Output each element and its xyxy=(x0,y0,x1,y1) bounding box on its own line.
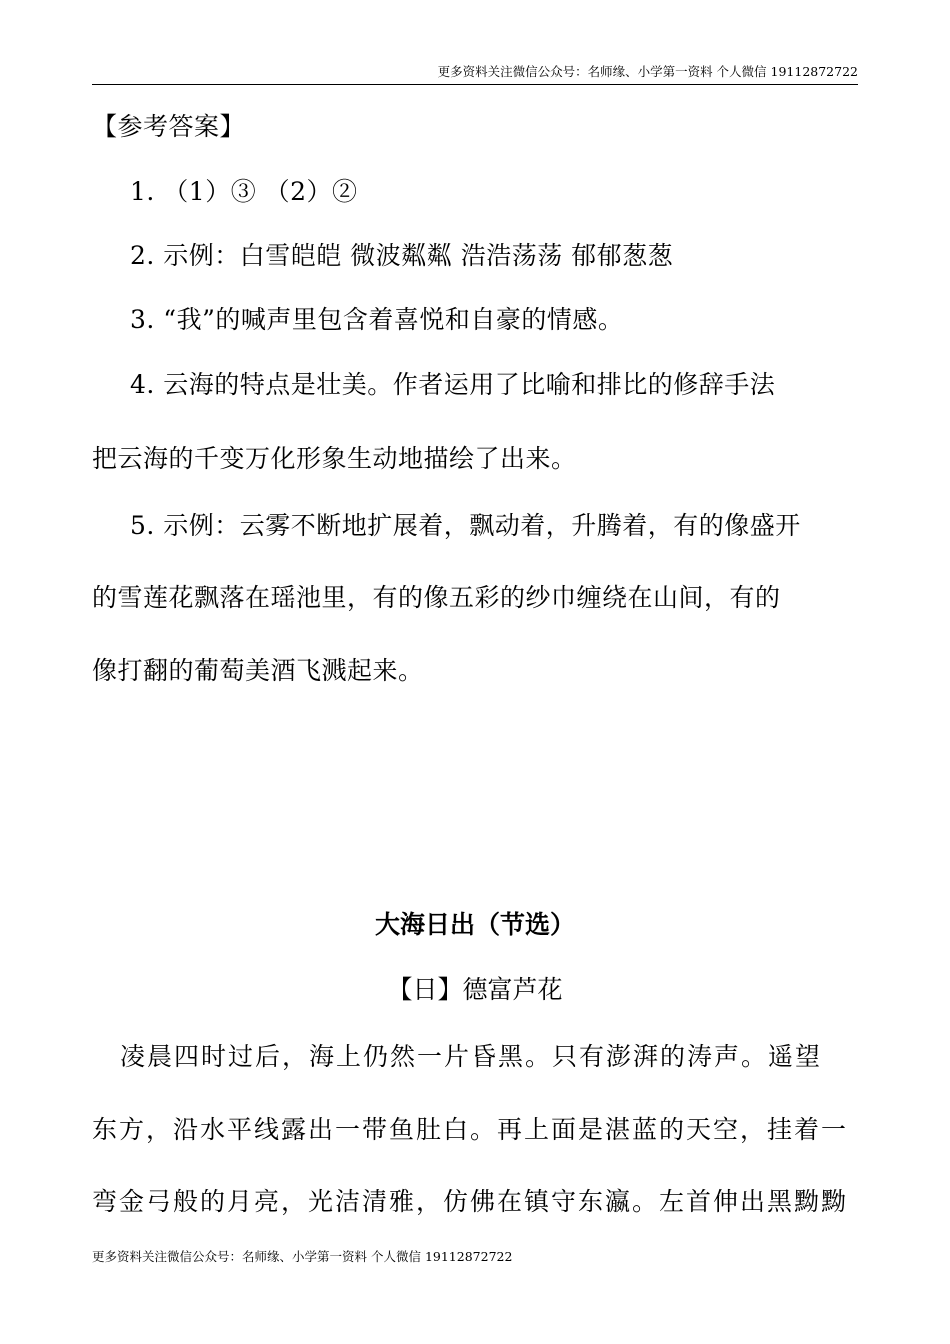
article-line-2: 东方，沿水平线露出一带鱼肚白。再上面是湛蓝的天空，挂着一 xyxy=(92,1115,849,1144)
answer-line-5: 把云海的千变万化形象生动地描绘了出来。 xyxy=(92,444,577,473)
article-line-3: 弯金弓般的月亮，光洁清雅，仿佛在镇守东瀛。左首伸出黑黝黝 xyxy=(92,1187,849,1216)
answer-line-4: 4. 云海的特点是壮美。作者运用了比喻和排比的修辞手法 xyxy=(130,370,776,399)
article-title: 大海日出（节选） xyxy=(374,910,575,939)
page-footer: 更多资料关注微信公众号：名师缘、小学第一资料 个人微信 19112872722 xyxy=(92,1249,513,1264)
answer-line-6: 5. 示例：云雾不断地扩展着，飘动着，升腾着，有的像盛开 xyxy=(130,511,801,540)
answer-line-2: 2. 示例：白雪皑皑 微波粼粼 浩浩荡荡 郁郁葱葱 xyxy=(130,241,674,270)
answer-heading: 【参考答案】 xyxy=(92,112,246,141)
article-author: 【日】德富芦花 xyxy=(387,975,563,1004)
article-line-1: 凌晨四时过后，海上仍然一片昏黑。只有澎湃的涛声。遥望 xyxy=(120,1042,823,1071)
page-header: 更多资料关注微信公众号：名师缘、小学第一资料 个人微信 19112872722 xyxy=(92,62,858,85)
answer-line-1: 1. （1）③ （2）② xyxy=(130,177,358,206)
answer-line-8: 像打翻的葡萄美酒飞溅起来。 xyxy=(92,656,424,685)
answer-line-3: 3. “我”的喊声里包含着喜悦和自豪的情感。 xyxy=(130,305,624,334)
answer-line-7: 的雪莲花飘落在瑶池里，有的像五彩的纱巾缠绕在山间，有的 xyxy=(92,583,781,612)
